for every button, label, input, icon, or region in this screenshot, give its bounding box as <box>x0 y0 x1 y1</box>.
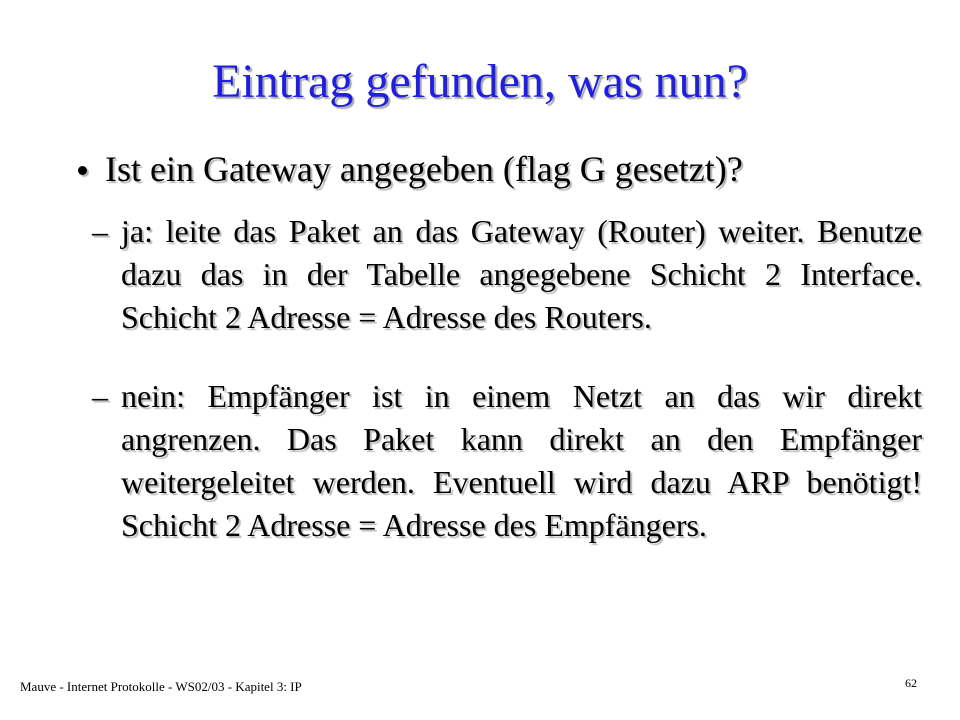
sub-item-text: nein: Empfänger ist in einem Netzt an das wir direkt angrenzen. Das Paket kann direkt an den Empfänger weitergeleitet werden. Eventuell wird dazu ARP benötigt! Schicht 2 Adresse = Adresse des Empfängers. <box>121 378 922 543</box>
sub-item-ja <box>92 210 922 339</box>
sub-item-text: ja: leite das Paket an das Gateway (Router) weiter. Benutze dazu das in der Tabelle angegebene Schicht 2 Interface. Schicht 2 Adresse = Adresse des Routers. <box>121 213 922 335</box>
bullet-dot-icon <box>78 166 87 175</box>
slide-title: Eintrag gefunden, was nun? <box>212 55 748 108</box>
bullet-text: Ist ein Gateway angegeben (flag G gesetzt)? <box>105 149 743 189</box>
dash-icon: – <box>92 213 108 249</box>
footer-text: Mauve - Internet Protokolle - WS02/03 - Kapitel 3: IP <box>20 679 302 694</box>
page-number: 62 <box>905 676 917 690</box>
sub-item-nein <box>92 375 922 547</box>
dash-icon: – <box>92 378 108 414</box>
